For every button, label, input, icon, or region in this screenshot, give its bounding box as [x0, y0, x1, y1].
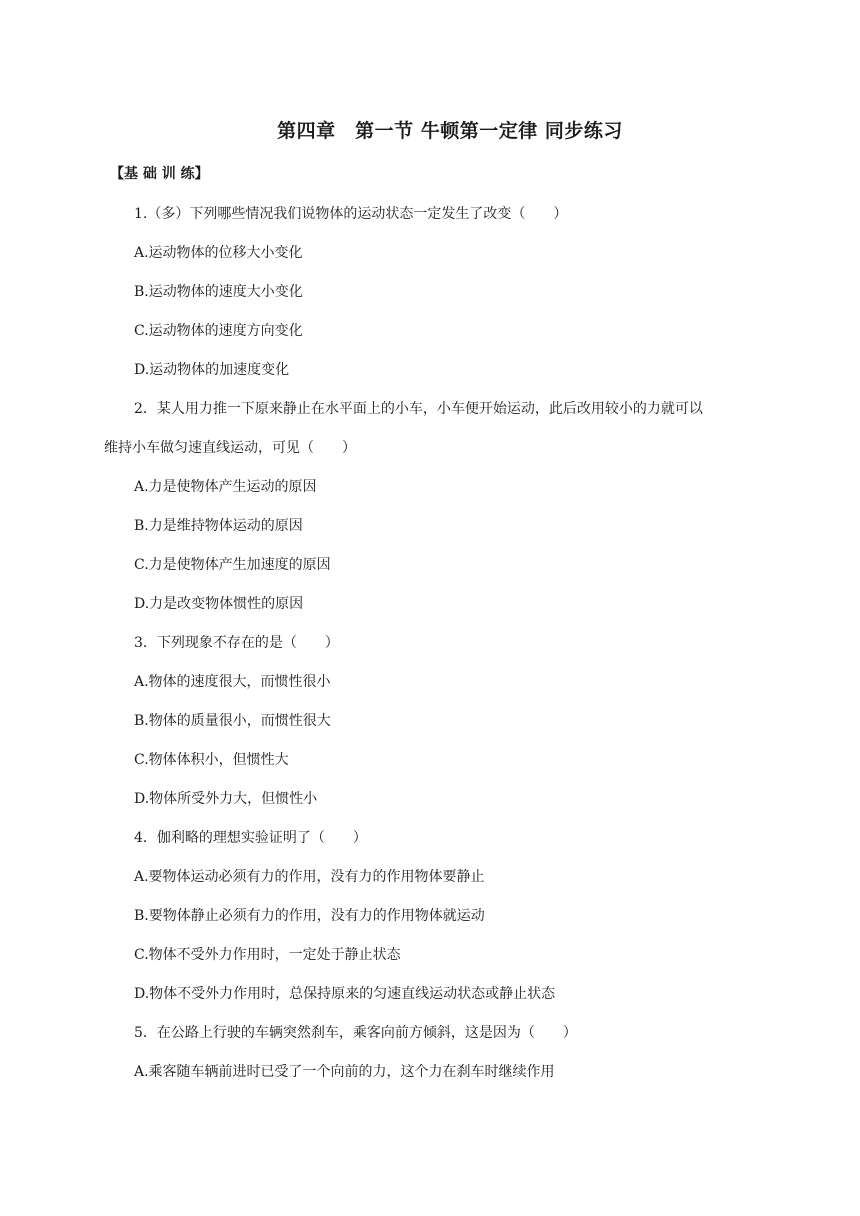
question-2-option-a: A.力是使物体产生运动的原因: [134, 479, 317, 495]
question-4-stem: 4．伽利略的理想实验证明了（ ）: [134, 830, 367, 846]
question-4-option-d: D.物体不受外力作用时，总保持原来的匀速直线运动状态或静止状态: [134, 986, 556, 1002]
question-3-stem: 3．下列现象不存在的是（ ）: [134, 635, 339, 651]
question-2-stem-continued: 维持小车做匀速直线运动，可见（ ）: [104, 440, 356, 456]
question-5-stem: 5．在公路上行驶的车辆突然刹车，乘客向前方倾斜，这是因为（ ）: [134, 1025, 577, 1041]
question-3-option-b: B.物体的质量很小，而惯性很大: [134, 713, 331, 729]
question-3-option-a: A.物体的速度很大，而惯性很小: [134, 674, 331, 690]
question-2-option-d: D.力是改变物体惯性的原因: [134, 596, 304, 612]
question-1-option-c: C.运动物体的速度方向变化: [134, 323, 303, 339]
question-2-option-c: C.力是使物体产生加速度的原因: [134, 557, 331, 573]
question-1-option-b: B.运动物体的速度大小变化: [134, 284, 303, 300]
question-list: [104, 198, 794, 1095]
question-1-option-a: A.运动物体的位移大小变化: [134, 245, 303, 261]
page-title: 第四章 第一节 牛顿第一定律 同步练习: [277, 120, 623, 142]
question-2-stem: 2．某人用力推一下原来静止在水平面上的小车，小车便开始运动，此后改用较小的力就可以: [134, 401, 703, 417]
section-heading: 【基 础 训 练】: [110, 166, 209, 182]
question-4-option-b: B.要物体静止必须有力的作用，没有力的作用物体就运动: [134, 908, 485, 924]
question-1-stem: 1.（多）下列哪些情况我们说物体的运动状态一定发生了改变（ ）: [134, 206, 568, 222]
question-3-option-d: D.物体所受外力大，但惯性小: [134, 791, 318, 807]
question-3-option-c: C.物体体积小，但惯性大: [134, 752, 289, 768]
question-4-option-a: A.要物体运动必须有力的作用，没有力的作用物体要静止: [134, 869, 485, 885]
question-2-option-b: B.力是维持物体运动的原因: [134, 518, 303, 534]
question-4-option-c: C.物体不受外力作用时，一定处于静止状态: [134, 947, 401, 963]
question-1-option-d: D.运动物体的加速度变化: [134, 362, 290, 378]
question-5-option-a: A.乘客随车辆前进时已受了一个向前的力，这个力在刹车时继续作用: [134, 1064, 555, 1080]
